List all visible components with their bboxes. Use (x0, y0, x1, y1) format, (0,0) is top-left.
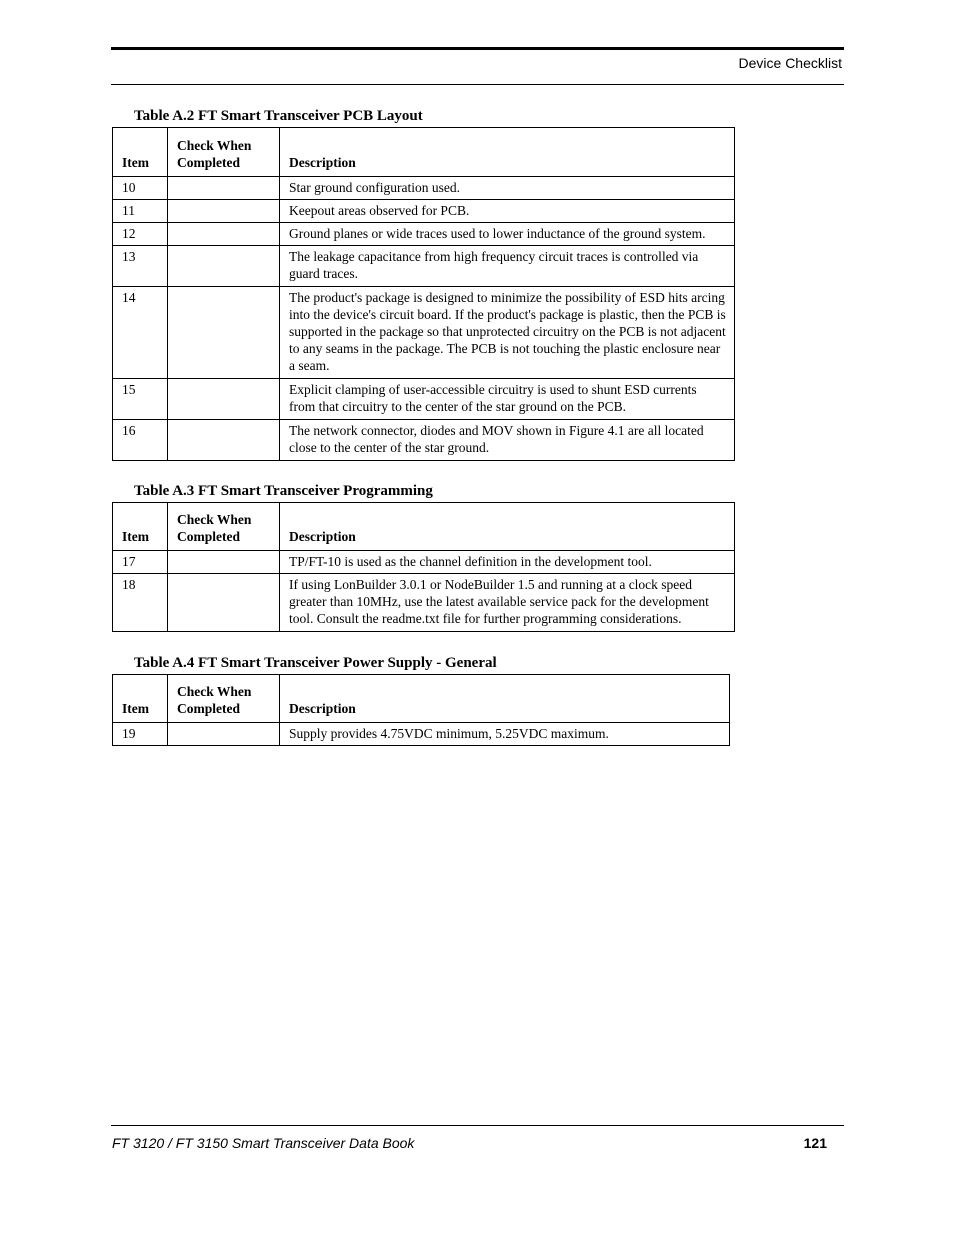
table-row (113, 551, 735, 574)
checklist-table-pcb-layout (112, 127, 735, 461)
book-title: FT 3120 / FT 3150 Smart Transceiver Data Book (112, 1135, 415, 1151)
footer-rule (111, 1125, 844, 1126)
description-cell: If using LonBuilder 3.0.1 or NodeBuilder 1.5 and running at a clock speed greater than 10MHz, use the latest available service pack for the development tool. Consult the readme.txt file for further programming considerations. (280, 574, 735, 632)
table-row (113, 200, 735, 223)
check-cell[interactable] (168, 223, 280, 246)
item-number: 14 (113, 287, 168, 379)
description-cell: Supply provides 4.75VDC minimum, 5.25VDC maximum. (280, 723, 730, 746)
table-row (113, 723, 730, 746)
column-header-description: Description (280, 128, 735, 177)
checklist-table-programming (112, 502, 735, 632)
item-number: 10 (113, 177, 168, 200)
description-cell: Keepout areas observed for PCB. (280, 200, 735, 223)
column-header-check: Check When Completed (168, 675, 280, 723)
item-number: 11 (113, 200, 168, 223)
description-cell: The product's package is designed to minimize the possibility of ESD hits arcing into the device's circuit board. If the product's package is plastic, then the PCB is supported in the package so that unprotected circuitry on the PCB is not adjacent to any seams in the package. The PCB is not touching the plastic enclosure near a seam. (280, 287, 735, 379)
column-header-description: Description (280, 503, 735, 551)
table-header-row (113, 128, 735, 177)
description-cell: The network connector, diodes and MOV shown in Figure 4.1 are all located close to the center of the star ground. (280, 420, 735, 461)
check-cell[interactable] (168, 177, 280, 200)
table-row (113, 379, 735, 420)
description-cell: Explicit clamping of user-accessible circuitry is used to shunt ESD currents from that circuitry to the center of the star ground on the PCB. (280, 379, 735, 420)
table-caption: Table A.3 FT Smart Transceiver Programming (134, 483, 433, 499)
check-cell[interactable] (168, 379, 280, 420)
table-row (113, 177, 735, 200)
check-cell[interactable] (168, 200, 280, 223)
item-number: 17 (113, 551, 168, 574)
table-caption: Table A.4 FT Smart Transceiver Power Supply - General (134, 655, 497, 671)
check-cell[interactable] (168, 246, 280, 287)
item-number: 19 (113, 723, 168, 746)
column-header-description: Description (280, 675, 730, 723)
description-cell: Ground planes or wide traces used to lower inductance of the ground system. (280, 223, 735, 246)
column-header-item: Item (113, 675, 168, 723)
table-row (113, 287, 735, 379)
item-number: 13 (113, 246, 168, 287)
description-cell: TP/FT-10 is used as the channel definition in the development tool. (280, 551, 735, 574)
table-row (113, 574, 735, 632)
item-number: 16 (113, 420, 168, 461)
description-cell: The leakage capacitance from high frequency circuit traces is controlled via guard traces. (280, 246, 735, 287)
section-title: Device Checklist (738, 55, 842, 71)
check-cell[interactable] (168, 723, 280, 746)
check-cell[interactable] (168, 551, 280, 574)
item-number: 18 (113, 574, 168, 632)
description-cell: Star ground configuration used. (280, 177, 735, 200)
column-header-item: Item (113, 503, 168, 551)
item-number: 15 (113, 379, 168, 420)
check-cell[interactable] (168, 420, 280, 461)
column-header-check: Check When Completed (168, 503, 280, 551)
table-caption: Table A.2 FT Smart Transceiver PCB Layout (134, 108, 423, 124)
checklist-table-power-supply (112, 674, 730, 746)
item-number: 12 (113, 223, 168, 246)
table-header-row (113, 675, 730, 723)
table-row (113, 420, 735, 461)
check-cell[interactable] (168, 574, 280, 632)
table-row (113, 223, 735, 246)
table-header-row (113, 503, 735, 551)
page-number: 121 (803, 1135, 827, 1151)
table-row (113, 246, 735, 287)
column-header-item: Item (113, 128, 168, 177)
header-rule (111, 47, 844, 50)
check-cell[interactable] (168, 287, 280, 379)
header-divider (111, 84, 844, 85)
column-header-check: Check When Completed (168, 128, 280, 177)
